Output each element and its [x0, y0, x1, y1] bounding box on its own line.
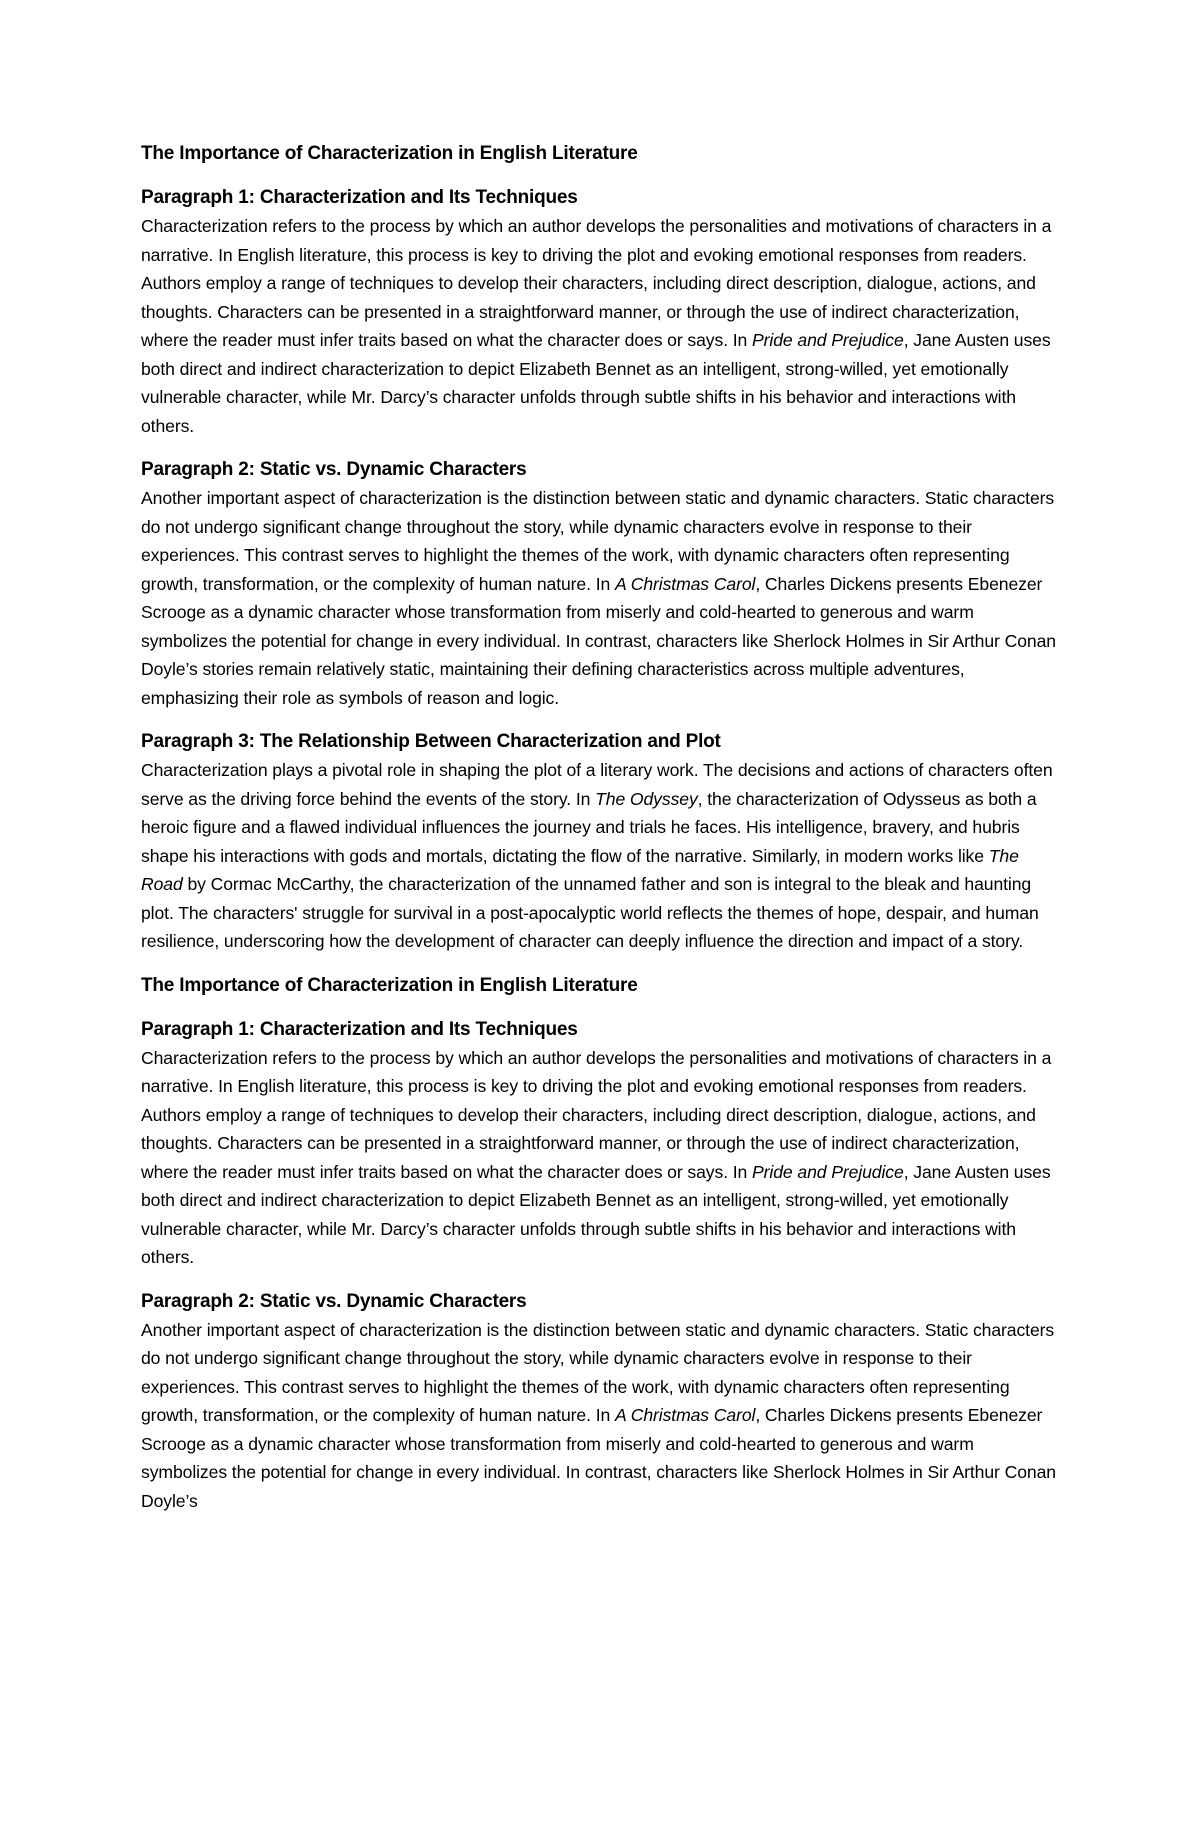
document-page	[141, 140, 1061, 1531]
section-heading: Paragraph 2: Static vs. Dynamic Characters	[141, 459, 527, 480]
body-text: Characterization plays a pivotal role in shaping the plot of a literary work. The decisions and actions of characters often serve as the driving force behind the events of the story. In	[141, 760, 1053, 809]
section-paragraph-3	[141, 728, 1061, 956]
document-title: The Importance of Characterization in English Literature	[141, 974, 638, 996]
book-title: The Road	[141, 845, 1019, 894]
body-text: , Charles Dickens presents Ebenezer Scrooge as a dynamic character whose transformation from miserly and cold-hearted to generous and warm symbolizes the potential for change in every individual. In contrast, characters like Sherlock Holmes in Sir Arthur Conan Doyle’s	[141, 1405, 1056, 1511]
book-title: Pride and Prejudice	[752, 330, 904, 350]
section-heading: Paragraph 1: Characterization and Its Techniques	[141, 1018, 578, 1040]
section-paragraph-2	[141, 456, 1061, 712]
book-title: A Christmas Carol	[614, 573, 756, 594]
section-heading: Paragraph 3: The Relationship Between Characterization and Plot	[141, 731, 721, 752]
body-text: , Jane Austen uses both direct and indirect characterization to depict Elizabeth Bennet as an intelligent, strong-willed, yet emotionally vulnerable character, while Mr. Darcy’s character unfolds through subtle shifts in his behavior and interactions with others.	[141, 330, 1051, 436]
book-title: Pride and Prejudice	[752, 1161, 904, 1182]
body-text: Characterization refers to the process by which an author develops the personalities and motivations of characters in a narrative. In English literature, this process is key to driving the plot and evoking emotional responses from readers. Authors employ a range of techniques to develop their characters, including direct description, dialogue, actions, and thoughts. Characters can be presented in a straightforward manner, or through the use of indirect characterization, where the reader must infer traits based on what the character does or says. In	[141, 216, 1052, 350]
section-paragraph-1	[141, 184, 1061, 440]
body-text: , Jane Austen uses both direct and indirect characterization to depict Elizabeth Bennet as an intelligent, strong-willed, yet emotionally vulnerable character, while Mr. Darcy’s character unfolds through subtle shifts in his behavior and interactions with others.	[141, 1161, 1051, 1267]
body-text: Characterization refers to the process by which an author develops the personalities and motivations of characters in a narrative. In English literature, this process is key to driving the plot and evoking emotional responses from readers. Authors employ a range of techniques to develop their characters, including direct description, dialogue, actions, and thoughts. Characters can be presented in a straightforward manner, or through the use of indirect characterization, where the reader must infer traits based on what the character does or says. In	[141, 1047, 1052, 1182]
section-body	[141, 756, 1061, 956]
book-title: A Christmas Carol	[614, 1405, 756, 1425]
section-body	[141, 212, 1061, 440]
section-paragraph-1	[141, 1016, 1061, 1272]
book-title: The Odyssey	[595, 788, 698, 809]
section-body	[141, 1316, 1061, 1516]
document-title: The Importance of Characterization in English Literature	[141, 143, 638, 164]
section-paragraph-2	[141, 1288, 1061, 1516]
section-body	[141, 1044, 1061, 1272]
body-text: , the characterization of Odysseus as both a heroic figure and a flawed individual influences the journey and trials he faces. His intelligence, bravery, and hubris shape his interactions with gods and mortals, dictating the flow of the narrative. Similarly, in modern works like	[141, 788, 1037, 866]
body-text: by Cormac McCarthy, the characterization of the unnamed father and son is integral to the bleak and haunting plot. The characters' struggle for survival in a post-apocalyptic world reflects the themes of hope, despair, and human resilience, underscoring how the development of character can deeply influence the direction and impact of a story.	[141, 874, 1039, 951]
body-text: Another important aspect of characterization is the distinction between static and dynamic characters. Static characters do not undergo significant change throughout the story, while dynamic characters evolve in response to their experiences. This contrast serves to highlight the themes of the work, with dynamic characters often representing growth, transformation, or the complexity of human nature. In	[141, 488, 1055, 594]
body-text: Another important aspect of characterization is the distinction between static and dynamic characters. Static characters do not undergo significant change throughout the story, while dynamic characters evolve in response to their experiences. This contrast serves to highlight the themes of the work, with dynamic characters often representing growth, transformation, or the complexity of human nature. In	[141, 1319, 1055, 1425]
section-body	[141, 484, 1061, 712]
body-text: , Charles Dickens presents Ebenezer Scrooge as a dynamic character whose transformation from miserly and cold-hearted to generous and warm symbolizes the potential for change in every individual. In contrast, characters like Sherlock Holmes in Sir Arthur Conan Doyle’s stories remain relatively static, maintaining their defining characteristics across multiple adventures, emphasizing their role as symbols of reason and logic.	[141, 573, 1056, 708]
section-heading: Paragraph 2: Static vs. Dynamic Characters	[141, 1290, 527, 1312]
section-heading: Paragraph 1: Characterization and Its Techniques	[141, 187, 578, 208]
